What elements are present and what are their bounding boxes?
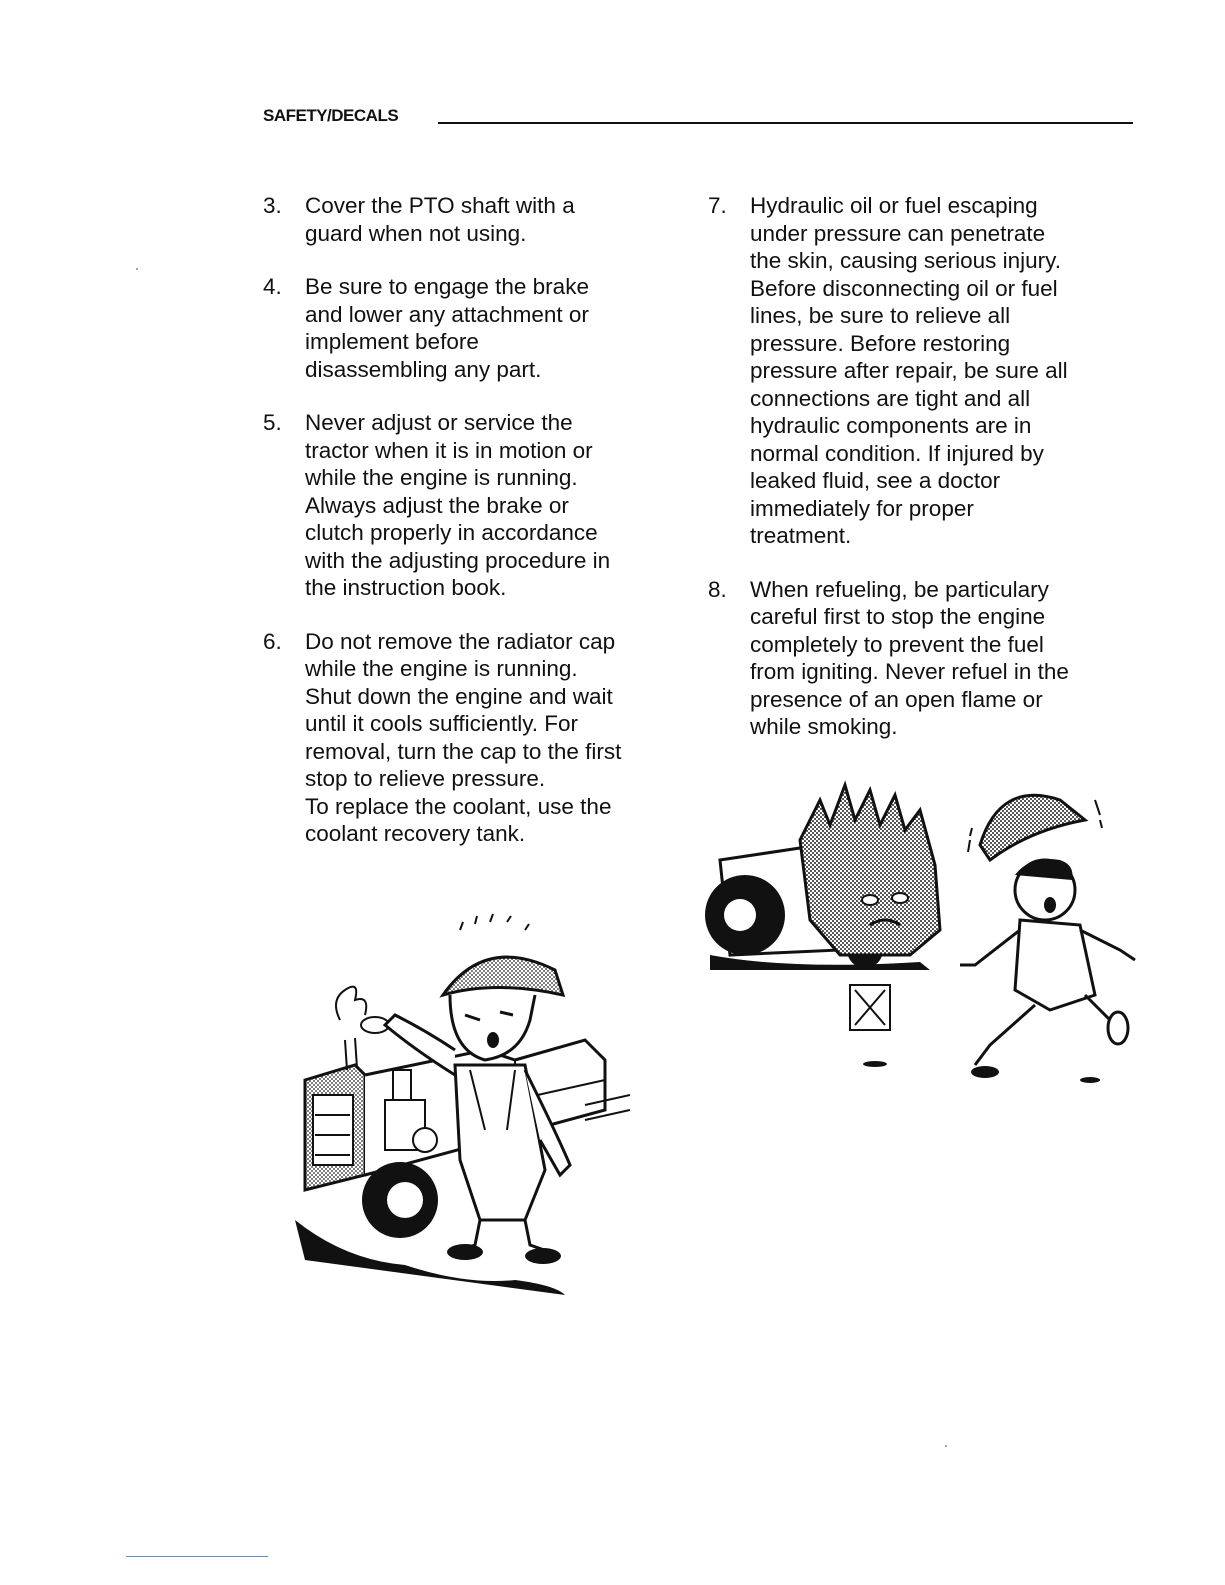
- right-column: [708, 192, 1138, 767]
- item-number: 3.: [263, 193, 282, 218]
- safety-item-3: [263, 192, 688, 247]
- safety-item-6: [263, 628, 688, 848]
- tractor-fire-fleeing-worker-illustration: [700, 780, 1140, 1090]
- item-text: Never adjust or service the tractor when it is in motion or while the engine is running. Always adjust the brake or clutch properly in accordance with the adjusting procedure in the instruction book.: [305, 410, 611, 600]
- scan-edge-mark: [126, 1556, 268, 1557]
- scan-dot: [945, 1445, 947, 1447]
- item-text: Do not remove the radiator cap while the engine is running. Shut down the engine and wait until it cools sufficiently. For removal, turn the cap to the first stop to relieve pressure. To replace the coolant, use the coolant recovery tank.: [305, 628, 622, 846]
- radiator-illustration-svg: [285, 900, 630, 1300]
- item-text: Hydraulic oil or fuel escaping under pressure can penetrate the skin, causing serious injury. Before disconnecting oil or fuel lines, be sure to relieve all pressure. Before restoring pressure after repair, be sure all connections are tight and all hydraulic components are in normal condition. If injured by leaked fluid, see a doctor immediately for proper treatment.: [750, 193, 1068, 548]
- left-column: [263, 192, 688, 874]
- safety-item-8: [708, 576, 1138, 741]
- item-number: 7.: [708, 193, 727, 218]
- item-number: 5.: [263, 410, 282, 435]
- safety-item-7: [708, 192, 1138, 550]
- radiator-steam-worker-illustration: [285, 900, 630, 1300]
- header-rule: [438, 122, 1133, 124]
- scan-dot: [136, 268, 138, 270]
- item-number: 8.: [708, 576, 727, 602]
- page-header: [263, 106, 1133, 136]
- item-number: 4.: [263, 274, 282, 299]
- fire-illustration-svg: [700, 780, 1140, 1090]
- item-text: Be sure to engage the brake and lower any attachment or implement before disassembling any part.: [305, 274, 589, 382]
- safety-item-4: [263, 273, 688, 383]
- item-text: When refueling, be particulary careful first to stop the engine completely to prevent the fuel from igniting. Never refuel in the presence of an open flame or while smoking.: [750, 576, 1069, 739]
- item-number: 6.: [263, 628, 282, 654]
- section-title: SAFETY/DECALS: [263, 106, 399, 125]
- safety-item-5: [263, 409, 688, 602]
- item-text: Cover the PTO shaft with a guard when not using.: [305, 193, 575, 246]
